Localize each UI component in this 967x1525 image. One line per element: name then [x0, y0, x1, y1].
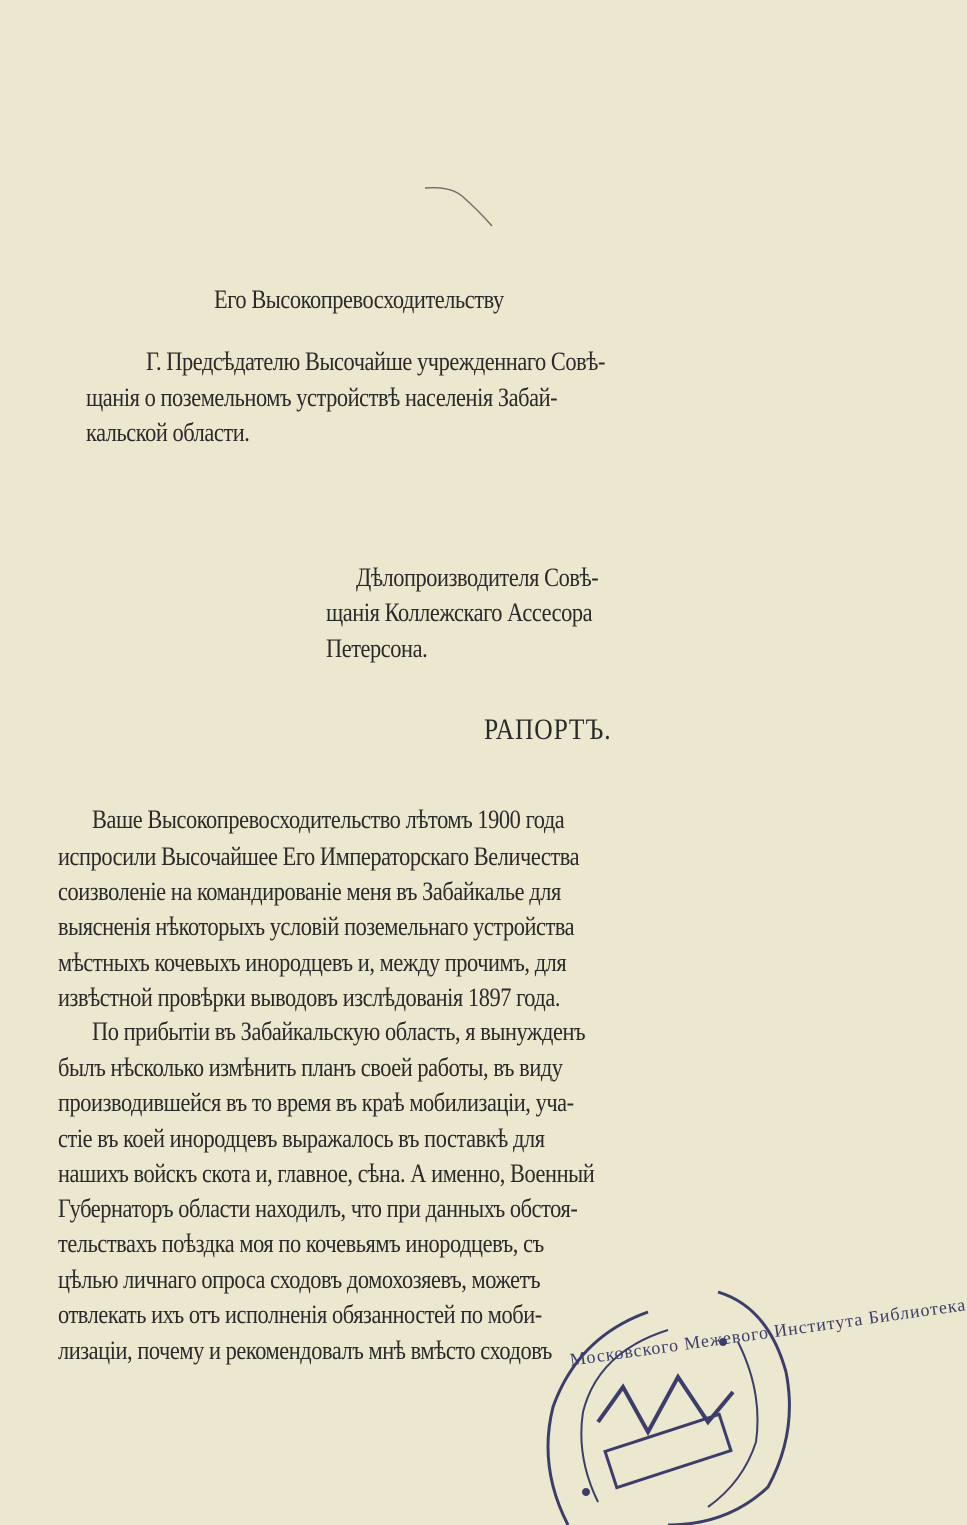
paragraph-line: нашихъ войскъ скота и, главное, сѣна. А именно, Военный — [58, 1159, 595, 1188]
paragraph-line: стіе въ коей инородцевъ выражалось въ поставкѣ для — [58, 1124, 545, 1153]
paragraph-line: По прибытіи въ Забайкальскую область, я вынужденъ — [92, 1017, 586, 1046]
recipient-line: щанія о поземельномъ устройствѣ населенія Забай- — [86, 383, 558, 412]
recipient-line: кальской области. — [86, 418, 250, 447]
recipient-line: Г. Предсѣдателю Высочайше учрежденнаго Совѣ- — [146, 347, 606, 376]
paragraph-line: цѣлью личнаго опроса сходовъ домохозяевъ, можетъ — [58, 1265, 541, 1294]
paragraph-line: былъ нѣсколько измѣнить планъ своей работы, въ виду — [58, 1053, 563, 1082]
paragraph-line: отвлекать ихъ отъ исполненія обязанностей по моби- — [58, 1300, 542, 1329]
library-stamp — [528, 1282, 800, 1525]
pencil-mark — [420, 182, 500, 232]
paragraph-line: Губернаторъ области находилъ, что при данныхъ обстоя- — [58, 1194, 578, 1223]
paragraph-line: испросили Высочайшее Его Императорскаго Величества — [58, 842, 580, 871]
paragraph-line: тельствахъ поѣздка моя по кочевьямъ инородцевъ, съ — [58, 1229, 544, 1258]
paragraph-line: производившейся въ то время въ краѣ мобилизаціи, уча- — [58, 1088, 574, 1117]
paragraph-line: соизволеніе на командированіе меня въ Забайкалье для — [58, 877, 561, 906]
sender-line: Дѣлопроизводителя Совѣ- — [356, 563, 599, 592]
paragraph-line: извѣстной провѣрки выводовъ изслѣдованія 1897 года. — [58, 983, 560, 1012]
paragraph-line: мѣстныхъ кочевыхъ инородцевъ и, между прочимъ, для — [58, 948, 567, 977]
paragraph-line: лизаціи, почему и рекомендовалъ мнѣ вмѣсто сходовъ — [58, 1336, 552, 1365]
sender-line: щанія Коллежскаго Ассесора — [326, 598, 593, 627]
addressee: Его Высокопревосходительству — [214, 285, 504, 314]
report-title: РАПОРТЪ. — [484, 713, 612, 746]
stamp-legend: Московского Межевого Института Библиотека — [568, 1294, 967, 1370]
paragraph-line: выясненія нѣкоторыхъ условій поземельнаго устройства — [58, 912, 575, 941]
sender-line: Петерсона. — [326, 634, 428, 663]
paragraph-line: Ваше Высокопревосходительство лѣтомъ 1900 года — [92, 805, 565, 834]
